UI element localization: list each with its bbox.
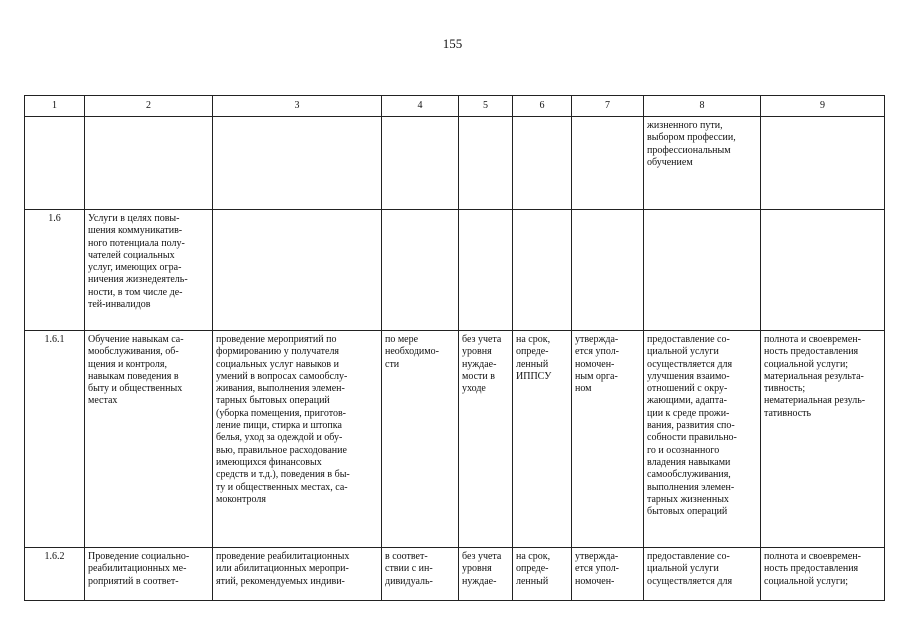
- table-cell: [644, 210, 761, 331]
- table-cell: [459, 117, 513, 210]
- services-table: [24, 95, 885, 601]
- column-header: 1: [25, 96, 85, 117]
- table-cell: [761, 210, 885, 331]
- table-cell: проведение мероприятий по формированию у получателя социальных услуг навыков и умений в вопросах самообслу- живания, выполнения элемен- тарных бытовых операций (уборка помещения, приготов- ление пищи, стирка и штопка белья, уход за одеждой и обу- вью, правильное расходование имеющихся финансовых средств и т.д.), поведения в бы- ту и общественных местах, са- моконтроля: [213, 331, 382, 548]
- table-cell: полнота и своевремен- ность предоставления социальной услуги; материальная результа- тивность; нематериальная резуль- тативность: [761, 331, 885, 548]
- column-header: 9: [761, 96, 885, 117]
- table-cell: по мере необходимо- сти: [382, 331, 459, 548]
- table-cell: предоставление со- циальной услуги осуществляется для: [644, 548, 761, 601]
- table-cell: 1.6.2: [25, 548, 85, 601]
- table-cell: на срок, опреде- ленный ИППСУ: [513, 331, 572, 548]
- table-cell: [572, 210, 644, 331]
- table-row: [25, 117, 885, 210]
- page-number: 155: [442, 36, 463, 51]
- table-cell: Обучение навыкам са- мообслуживания, об- щения и контроля, навыкам поведения в быту и общественных местах: [85, 331, 213, 548]
- table-cell: без учета уровня нуждае-: [459, 548, 513, 601]
- table-cell: предоставление со- циальной услуги осуществляется для улучшения взаимо- отношений с окру- жающими, адапта- ции к среде прожи- вания, развития спо- собности правильно- го и осознанного владения навыками самообслуживания, выполнения элемен- тарных жизненных бытовых операций: [644, 331, 761, 548]
- table-cell: Проведение социально- реабилитационных ме- роприятий в соответ-: [85, 548, 213, 601]
- table-cell: [85, 117, 213, 210]
- column-header: 7: [572, 96, 644, 117]
- table-cell: утвержда- ется упол- номочен-: [572, 548, 644, 601]
- column-header: 2: [85, 96, 213, 117]
- column-header: 8: [644, 96, 761, 117]
- table-cell: 1.6.1: [25, 331, 85, 548]
- table-cell: [513, 117, 572, 210]
- table-cell: Услуги в целях повы- шения коммуникатив- ного потенциала полу- чателей социальных услуг, имеющих огра- ничения жизнедеятель- ности, в том числе де- тей-инвалидов: [85, 210, 213, 331]
- table-cell: полнота и своевремен- ность предоставления социальной услуги;: [761, 548, 885, 601]
- table-cell: на срок, опреде- ленный: [513, 548, 572, 601]
- table-cell: [382, 210, 459, 331]
- table-cell: [213, 210, 382, 331]
- table-cell: [761, 117, 885, 210]
- table-cell: [459, 210, 513, 331]
- column-header: 6: [513, 96, 572, 117]
- table-header-row: [25, 96, 885, 117]
- table-cell: [382, 117, 459, 210]
- table-cell: [513, 210, 572, 331]
- table-cell: [25, 117, 85, 210]
- table-cell: 1.6: [25, 210, 85, 331]
- column-header: 3: [213, 96, 382, 117]
- column-header: 5: [459, 96, 513, 117]
- table-row: [25, 210, 885, 331]
- table-row: [25, 331, 885, 548]
- table-cell: [213, 117, 382, 210]
- table-cell: проведение реабилитационных или абилитационных меропри- ятий, рекомендуемых индиви-: [213, 548, 382, 601]
- table-cell: утвержда- ется упол- номочен- ным орга- ном: [572, 331, 644, 548]
- table-cell: жизненного пути, выбором профессии, профессиональным обучением: [644, 117, 761, 210]
- column-header: 4: [382, 96, 459, 117]
- table-cell: без учета уровня нуждае- мости в уходе: [459, 331, 513, 548]
- table-row: [25, 548, 885, 601]
- table-cell: [572, 117, 644, 210]
- table-cell: в соответ- ствии с ин- дивидуаль-: [382, 548, 459, 601]
